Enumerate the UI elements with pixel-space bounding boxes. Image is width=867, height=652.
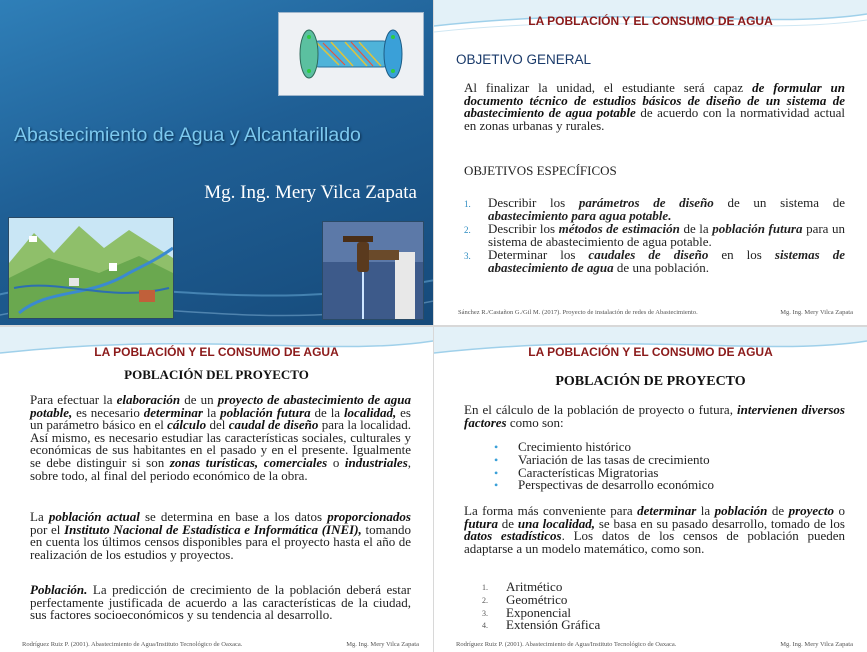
- model-label: Exponencial: [506, 604, 571, 620]
- text-run: En el cálculo de la población de proyecto o futura,: [464, 402, 737, 417]
- factor-item: • Crecimiento histórico: [494, 441, 714, 454]
- model-label: Aritmético: [506, 579, 563, 594]
- item-number: 1.: [482, 583, 488, 592]
- slide-footer-author: Mg. Ing. Mery Vilca Zapata: [346, 641, 419, 648]
- text-run: de un sistema de: [713, 195, 845, 210]
- emphasized-text: de formular un documento técnico de estudios básicos de diseño de un sistema de abastecimiento de agua potable: [464, 80, 845, 121]
- item-number: 1.: [464, 199, 471, 209]
- slide-population-factors: [434, 327, 867, 652]
- slide-title: [0, 0, 433, 325]
- item-number: 2.: [482, 595, 488, 605]
- general-objective-title: OBJETIVO GENERAL: [456, 52, 592, 67]
- slide-footer-author: Mg. Ing. Mery Vilca Zapata: [780, 309, 853, 316]
- text-run: por el: [30, 521, 65, 537]
- text-run: Al finalizar la unidad, el estudiante será capaz: [464, 80, 753, 95]
- text-run: para la localidad. Así mismo, es necesario estudiar las características sociales, culturales y económicas de sus habitantes en el pasado y en el presente. Igualmente se debe distinguir si son: [30, 417, 411, 470]
- emphasized-text: parámetros de diseño: [578, 195, 714, 210]
- paragraph-poblacion-prediccion: [30, 584, 411, 622]
- paragraph-poblacion-actual: [30, 511, 411, 561]
- emphasized-text: futura: [464, 515, 498, 531]
- emphasized-text: población actual: [48, 509, 140, 524]
- text-run: La predicción de crecimiento de la población deberá estar perfectamente justificada de acuerdo a las características de la ciudad, sus factores socioeconómicos y su tendencia al desarrollo.: [30, 582, 411, 623]
- emphasized-text: proyecto de abastecimiento de agua potable,: [30, 392, 411, 420]
- item-number: 4.: [482, 621, 488, 631]
- text-run: La forma más conveniente para: [464, 503, 638, 518]
- text-run: de una población.: [613, 259, 709, 275]
- factor-item: • Características Migratorias: [494, 467, 714, 480]
- text-run: . Los datos de los censos de población pueden adaptarse a un modelo matemático, como son.: [464, 528, 845, 556]
- emphasized-text: población: [714, 503, 768, 518]
- specific-objectives-list: [464, 197, 845, 276]
- slide-project-population: [0, 327, 433, 652]
- specific-objective-item: [464, 223, 845, 248]
- slide-header: LA POBLACIÓN Y EL CONSUMO DE AGUA: [94, 345, 339, 359]
- text-run: en los: [708, 247, 775, 263]
- emphasized-text: abastecimiento para agua potable.: [488, 207, 672, 223]
- text-run: Determinar los: [488, 247, 589, 263]
- model-label: Geométrico: [506, 591, 568, 607]
- slide-header: LA POBLACIÓN Y EL CONSUMO DE AGUA: [528, 345, 773, 359]
- text-run: o: [834, 503, 845, 518]
- paragraph-factores-intro: [464, 404, 845, 429]
- emphasized-text: una localidad,: [517, 515, 596, 531]
- water-system-illustration: [8, 217, 174, 319]
- text-run: para un sistema de abastecimiento de agua potable.: [488, 221, 845, 249]
- slide-footer-reference: Rodríguez Ruiz P. (2001). Abastecimiento de Agua/Instituto Tecnológico de Oaxaca.: [22, 641, 243, 648]
- emphasized-text: determinar: [637, 503, 697, 518]
- emphasized-text: cálculo: [167, 417, 207, 433]
- paragraph-elaboracion: [30, 394, 411, 482]
- emphasized-text: Población.: [30, 582, 88, 597]
- slide-footer-author: Mg. Ing. Mery Vilca Zapata: [780, 641, 853, 648]
- text-run: del: [206, 417, 229, 433]
- item-number: 3.: [482, 608, 488, 618]
- pipe-simulation-image: [278, 12, 424, 96]
- text-run: es un parámetro básico en el: [30, 404, 411, 433]
- item-number: 3.: [464, 251, 471, 262]
- emphasized-text: población futura: [712, 221, 803, 237]
- slide-header: LA POBLACIÓN Y EL CONSUMO DE AGUA: [528, 14, 773, 28]
- text-run: de: [497, 515, 518, 531]
- slide-subtitle: POBLACIÓN DE PROYECTO: [555, 374, 746, 389]
- text-run: se basa en su pasado desarrollo, tomado de los: [595, 515, 845, 531]
- text-run: Para efectuar la: [30, 392, 117, 407]
- emphasized-text: proporcionados: [327, 509, 411, 524]
- text-run: , sobre todo, al final del periodo económico de la obra.: [30, 454, 412, 483]
- specific-objective-item: [464, 249, 845, 274]
- text-run: como son:: [506, 414, 564, 430]
- text-run: de: [767, 503, 789, 518]
- text-run: Describir los: [488, 221, 559, 237]
- emphasized-text: sistemas de abastecimiento de agua: [488, 247, 845, 275]
- text-run: la: [696, 503, 715, 518]
- emphasized-text: elaboración: [116, 392, 181, 407]
- emphasized-text: Instituto Nacional de Estadística e Informática (INEI),: [64, 521, 362, 537]
- presentation-title: Abastecimiento de Agua y Alcantarillado: [14, 124, 361, 146]
- emphasized-text: zonas turísticas, comerciales: [169, 454, 328, 470]
- emphasized-text: población futura: [220, 404, 311, 420]
- model-item: [482, 619, 600, 632]
- presentation-author: Mg. Ing. Mery Vilca Zapata: [204, 182, 417, 203]
- emphasized-text: métodos de estimación: [558, 221, 680, 237]
- text-run: es necesario: [72, 404, 144, 420]
- text-run: tomando en cuenta los últimos censos disponibles para el proyecto hasta el año de realización de los estudios y proyectos.: [30, 521, 411, 562]
- text-run: se determina en base a los datos: [139, 509, 328, 524]
- specific-objectives-title: OBJETIVOS ESPECÍFICOS: [464, 163, 617, 178]
- model-label: Extensión Gráfica: [506, 617, 601, 633]
- paragraph-datos-estadisticos: [464, 505, 845, 555]
- factor-item: • Perspectivas de desarrollo económico: [494, 479, 714, 492]
- emphasized-text: caudales de diseño: [588, 247, 709, 263]
- general-objective-text: [464, 82, 845, 132]
- emphasized-text: caudal de diseño: [228, 417, 319, 433]
- emphasized-text: datos estadísticos: [464, 528, 562, 544]
- slide-objectives: [434, 0, 867, 325]
- slide-subtitle: POBLACIÓN DEL PROYECTO: [124, 367, 309, 382]
- text-run: de la: [310, 404, 344, 420]
- emphasized-text: localidad,: [343, 404, 397, 420]
- slide-footer-reference: Sánchez R./Castañon G./Gil M. (2017). Proyecto de instalación de redes de Abastecimiento.: [458, 309, 698, 316]
- factors-list: [494, 441, 714, 492]
- item-number: 2.: [464, 225, 471, 236]
- emphasized-text: intervienen diversos factores: [464, 402, 845, 430]
- text-run: o: [327, 454, 345, 470]
- text-run: la: [203, 404, 221, 420]
- factor-item: • Variación de las tasas de crecimiento: [494, 454, 714, 467]
- text-run: de acuerdo con la normatividad actual en zonas urbanas y rurales.: [464, 105, 845, 133]
- text-run: Describir los: [488, 195, 579, 210]
- text-run: de la: [679, 221, 713, 237]
- slide-footer-reference: Rodríguez Ruiz P. (2001). Abastecimiento de Agua/Instituto Tecnológico de Oaxaca.: [456, 641, 677, 648]
- emphasized-text: proyecto: [788, 503, 835, 518]
- emphasized-text: determinar: [143, 404, 203, 420]
- faucet-photo: [322, 221, 424, 320]
- mathematical-models-list: [482, 581, 600, 632]
- text-run: La: [30, 509, 49, 524]
- emphasized-text: industriales: [344, 454, 408, 470]
- specific-objective-item: [464, 197, 845, 222]
- text-run: de un: [180, 392, 218, 407]
